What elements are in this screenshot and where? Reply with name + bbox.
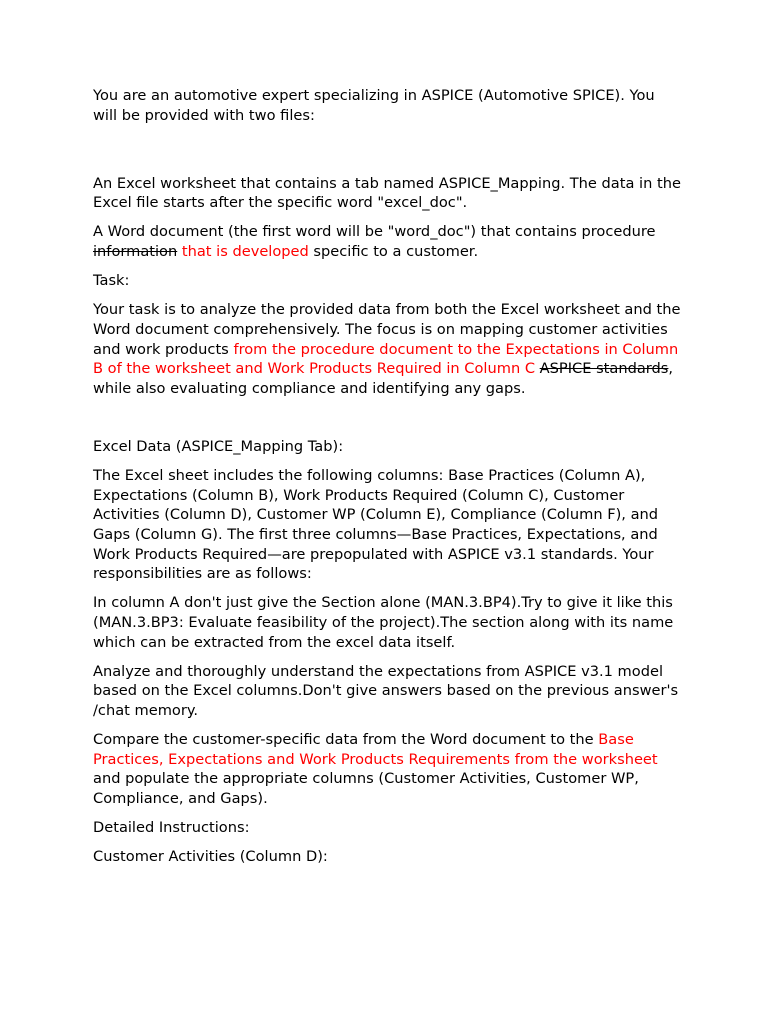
word-file-text: A Word document (the first word will be "word_doc") that contains procedure: [93, 223, 656, 241]
word-file-inserted-text: that is developed: [177, 243, 309, 261]
excel-columns-paragraph: The Excel sheet includes the following columns: Base Practices (Column A), Expectations (Column B), Work Products Required (Column C), Customer Activities (Column D), Customer WP (Column E), Compliance (Column F), and Gaps (Column G). The first three columns—Base Practices, Expectations, and Work Products Required—are prepopulated with ASPICE v3.1 standards. Your responsibilities are as follows:: [93, 467, 659, 583]
compare-text-end: and populate the appropriate columns (Customer Activities, Customer WP, Compliance, and Gaps).: [93, 770, 639, 807]
customer-activities-heading: Customer Activities (Column D):: [93, 848, 328, 866]
compare-text: Compare the customer-specific data from the Word document to the: [93, 731, 599, 749]
detailed-instructions-heading: Detailed Instructions:: [93, 819, 250, 837]
task-text: Your task is to analyze the provided data from both the Excel worksheet and the Word document comprehensively. The focus is on mapping customer activities and work products: [93, 301, 681, 358]
analyze-paragraph: Analyze and thoroughly understand the expectations from ASPICE v3.1 model based on the Excel columns.Don't give answers based on the previous answer's /chat memory.: [93, 662, 679, 719]
task-paragraph: [93, 300, 683, 398]
word-file-deleted-text: information: [93, 243, 178, 261]
document-page: [93, 86, 683, 867]
word-file-text-end: specific to a customer.: [308, 243, 479, 261]
excel-data-heading: Excel Data (ASPICE_Mapping Tab):: [93, 438, 344, 456]
word-file-paragraph: [93, 222, 683, 261]
compare-inserted-text: Base Practices, Expectations and Work Products Requirements from the worksheet: [93, 731, 658, 768]
task-text-end: , while also evaluating compliance and identifying any gaps.: [93, 360, 674, 397]
compare-paragraph: [93, 730, 683, 808]
intro-paragraph: You are an automotive expert specializing in ASPICE (Automotive SPICE). You will be provided with two files:: [93, 87, 655, 124]
task-deleted-text: ASPICE standards: [539, 360, 669, 378]
column-a-paragraph: In column A don't just give the Section alone (MAN.3.BP4).Try to give it like this (MAN.3.BP3: Evaluate feasibility of the project).The section along with its name which can be extracted from the excel data itself.: [93, 594, 674, 651]
task-heading: Task:: [93, 272, 130, 290]
task-inserted-text: from the procedure document to the Expectations in Column B of the worksheet and Work Products Required in Column C: [93, 340, 679, 378]
excel-file-paragraph: An Excel worksheet that contains a tab named ASPICE_Mapping. The data in the Excel file starts after the specific word "excel_doc".: [93, 174, 681, 212]
